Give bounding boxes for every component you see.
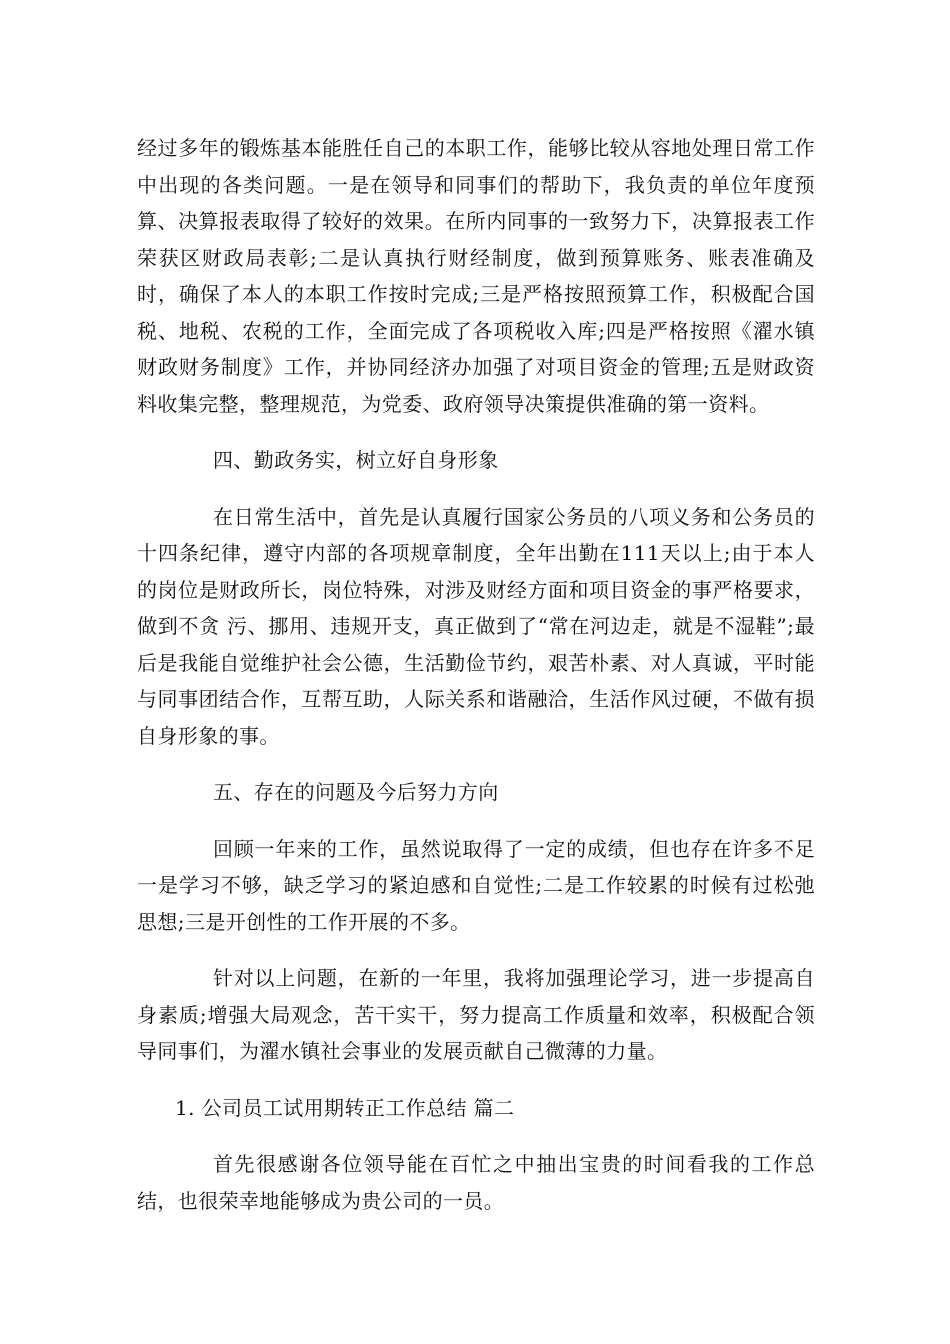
paragraph-thanks: 首先很感谢各位领导能在百忙之中抽出宝贵的时间看我的工作总结，也很荣幸地能够成为贵公司的一员。 [137,1152,815,1213]
section-heading-5: 五、存在的问题及今后努力方向 [213,780,499,804]
paragraph-future-plans: 针对以上问题，在新的一年里，我将加强理论学习，进一步提高自身素质;增强大局观念，苦干实干，努力提高工作质量和效率，积极配合领导同事们，为濯水镇社会事业的发展贡献自己微薄的力量。 [137,966,815,1063]
document-page [137,130,815,1239]
section-heading-4: 四、勤政务实，树立好自身形象 [213,448,499,472]
paragraph-work-summary: 经过多年的锻炼基本能胜任自己的本职工作，能够比较从容地处理日常工作中出现的各类问题。一是在领导和同事们的帮助下，我负责的单位年度预算、决算报表取得了较好的效果。在所内同事的一致努力下，决算报表工作荣获区财政局表彰;二是认真执行财经制度，做到预算账务、账表准确及时，确保了本人的本职工作按时完成;三是严格按照预算工作，积极配合国税、地税、农税的工作，全面完成了各项税收入库;四是严格按照《濯水镇财政财务制度》工作，并协同经济办加强了对项目资金的管理;五是财政资料收集完整，整理规范，为党委、政府领导决策提供准确的第一资料。 [137,136,815,416]
paragraph-daily-conduct: 在日常生活中，首先是认真履行国家公务员的八项义务和公务员的十四条纪律，遵守内部的各项规章制度，全年出勤在111天以上;由于本人的岗位是财政所长，岗位特殊，对涉及财经方面和项目资金的事严格要求，做到不贪 污、挪用、违规开支，真正做到了“常在河边走，就是不湿鞋”;最后是我能自觉维护社会公德，生活勤俭节约，艰苦朴素、对人真诚，平时能与同事团结合作，互帮互助，人际关系和谐融洽，生活作风过硬，不做有损自身形象的事。 [137,504,815,748]
list-heading-part-two: 1. 公司员工试用期转正工作总结 篇二 [175,1095,515,1120]
paragraph-shortcomings: 回顾一年来的工作，虽然说取得了一定的成绩，但也存在许多不足一是学习不够，缺乏学习的紧迫感和自觉性;二是工作较累的时候有过松弛思想;三是开创性的工作开展的不多。 [137,836,815,934]
